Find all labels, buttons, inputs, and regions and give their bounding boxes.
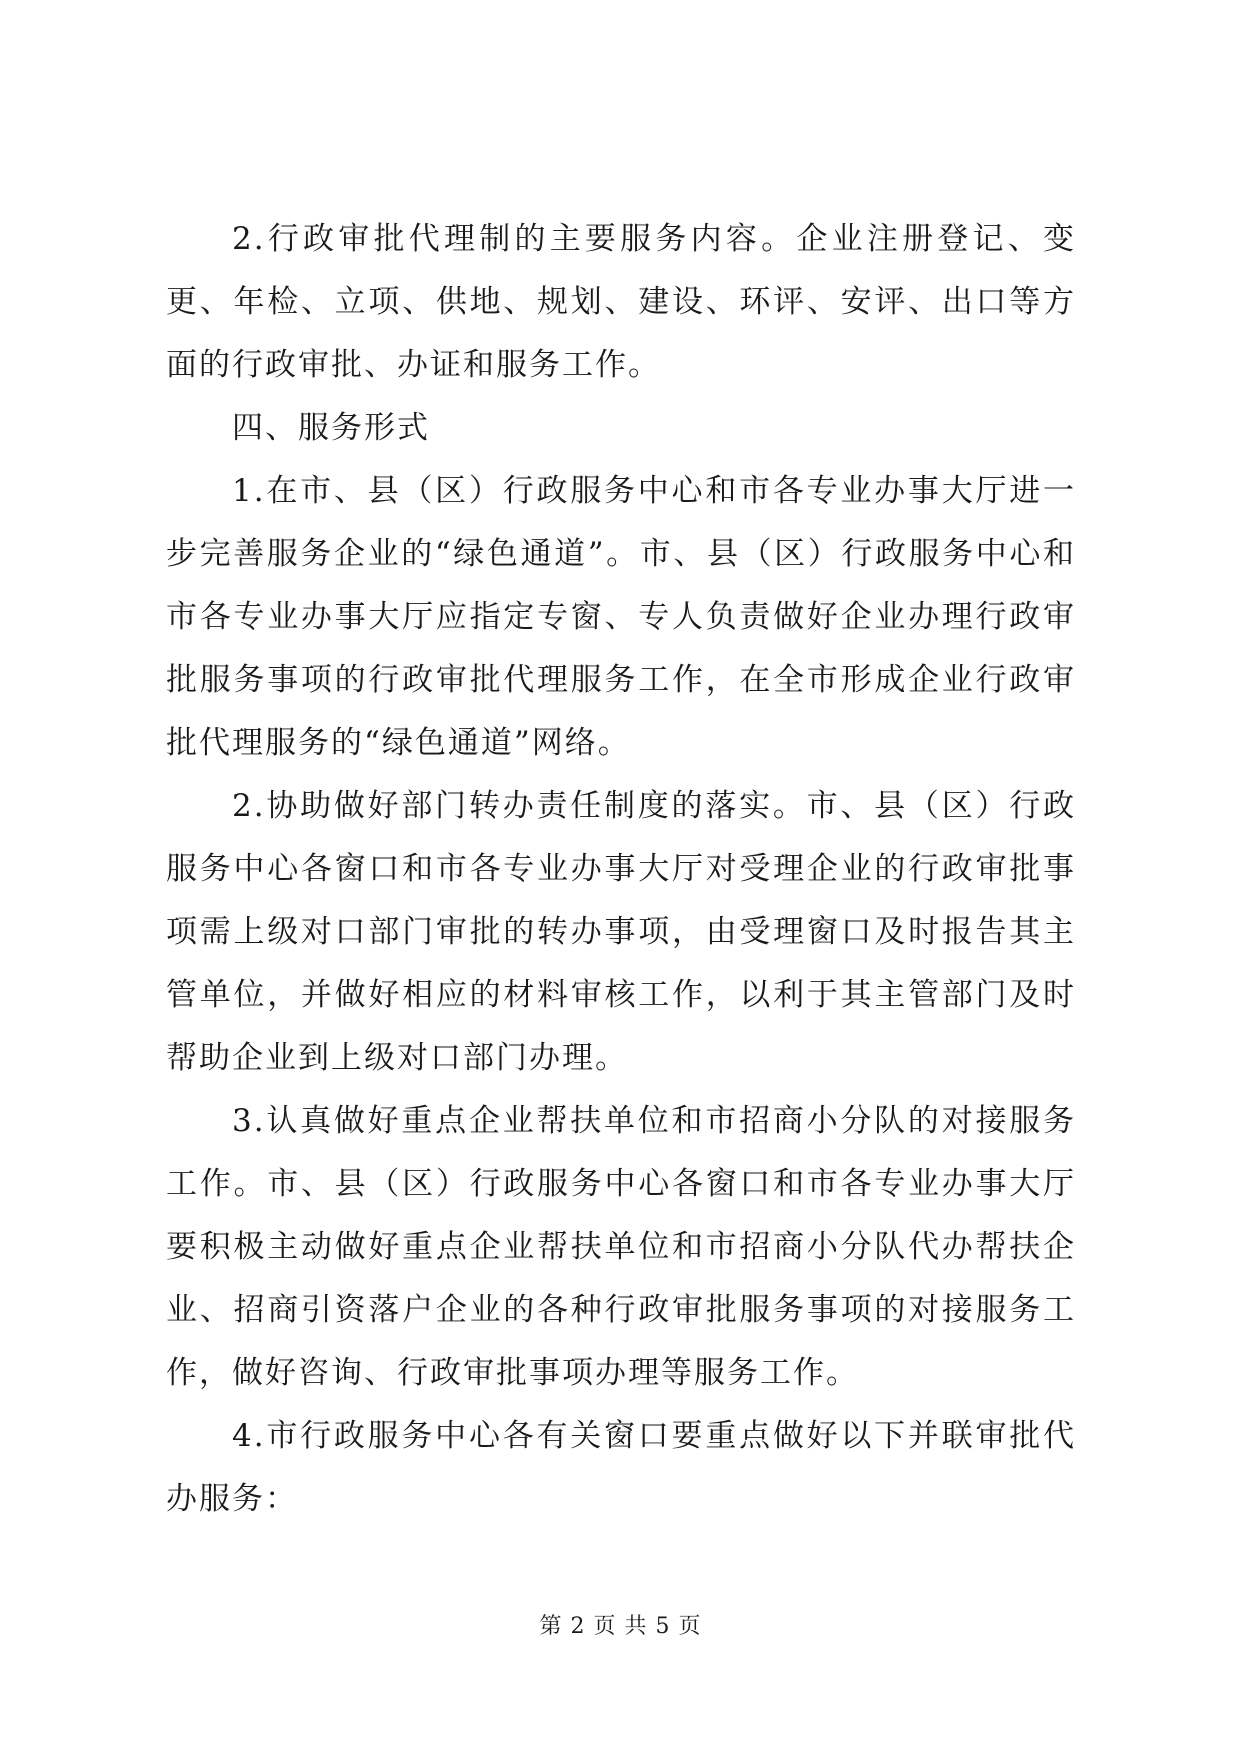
paragraph-key-enterprise-service: 3.认真做好重点企业帮扶单位和市招商小分队的对接服务工作。市、县（区）行政服务中心各窗口和市各专业办事大厅要积极主动做好重点企业帮扶单位和市招商小分队代办帮扶企业、招商引资落户企业的各种行政审批服务事项的对接服务工作，做好咨询、行政审批事项办理等服务工作。: [166, 1103, 1076, 1391]
paragraph-green-channel: 1.在市、县（区）行政服务中心和市各专业办事大厅进一步完善服务企业的“绿色通道”。市、县（区）行政服务中心和市各专业办事大厅应指定专窗、专人负责做好企业办理行政审批服务事项的行政审批代理服务工作，在全市形成企业行政审批代理服务的“绿色通道”网络。: [166, 473, 1076, 761]
paragraph-transfer-responsibility: 2.协助做好部门转办责任制度的落实。市、县（区）行政服务中心各窗口和市各专业办事大厅对受理企业的行政审批事项需上级对口部门审批的转办事项，由受理窗口及时报告其主管单位，并做好相应的材料审核工作，以利于其主管部门及时帮助企业到上级对口部门办理。: [166, 788, 1076, 1076]
paragraph-parallel-approval: 4.市行政服务中心各有关窗口要重点做好以下并联审批代办服务：: [166, 1418, 1076, 1517]
section-heading-service-form: 四、服务形式: [232, 410, 430, 446]
document-body: [166, 208, 1076, 1531]
page-footer: 第 2 页 共 5 页: [539, 1614, 702, 1639]
paragraph-service-content: 2.行政审批代理制的主要服务内容。企业注册登记、变更、年检、立项、供地、规划、建设、环评、安评、出口等方面的行政审批、办证和服务工作。: [166, 221, 1076, 383]
